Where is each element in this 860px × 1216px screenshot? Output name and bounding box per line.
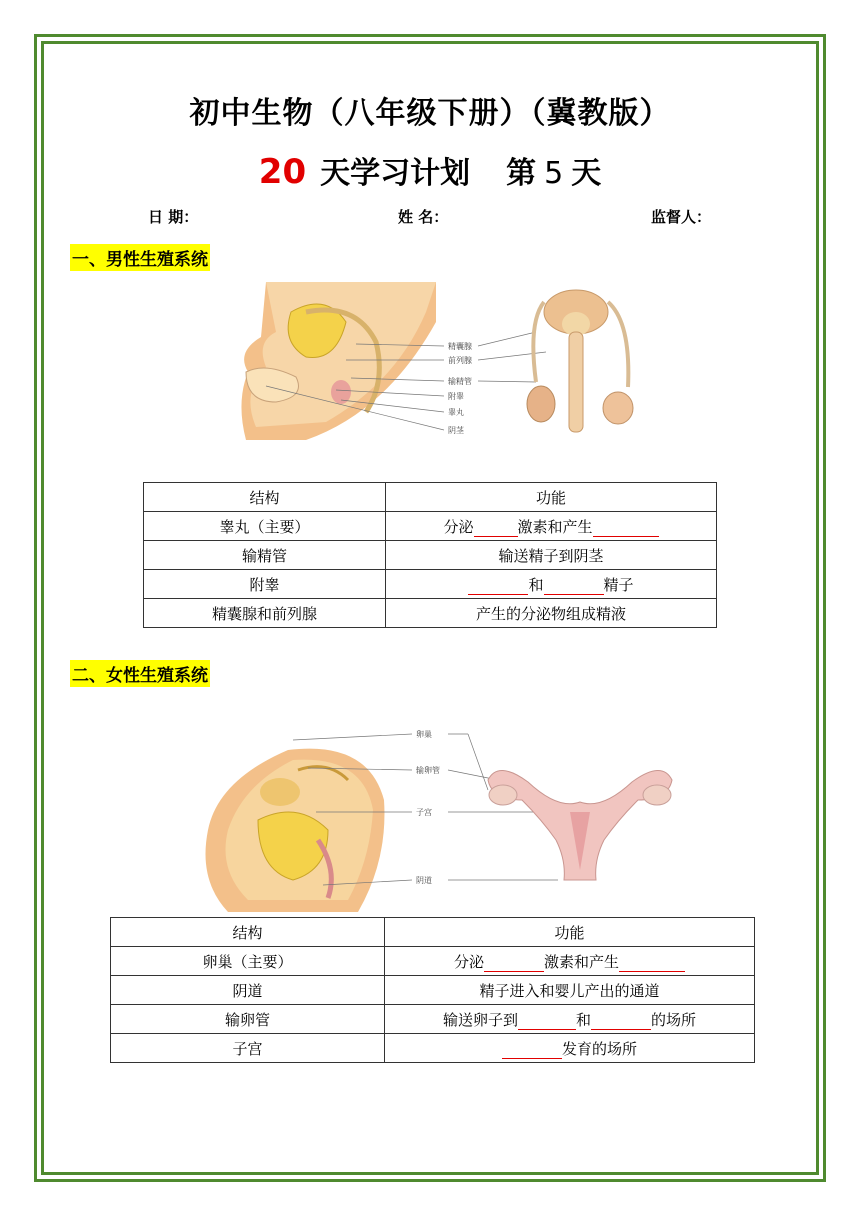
day-suffix: 天 xyxy=(571,156,602,191)
female-reproductive-figure xyxy=(198,720,678,912)
table-row xyxy=(111,1005,755,1034)
plan-text: 天学习计划 xyxy=(320,156,471,191)
fig-label-ovary: 卵巢 xyxy=(416,730,432,739)
function-cell: 和 精子 xyxy=(386,570,717,599)
function-cell: 分泌 激素和产生 xyxy=(385,947,755,976)
function-cell: 分泌 激素和产生 xyxy=(386,512,717,541)
fig-label-testis: 睾丸 xyxy=(448,408,464,417)
fig-label-vas-deferens: 输精管 xyxy=(448,377,472,386)
female-structure-table xyxy=(110,917,755,1063)
table-row xyxy=(111,1034,755,1063)
fill-blank[interactable] xyxy=(544,578,604,595)
day-number: 5 xyxy=(544,156,564,191)
function-cell: 精子进入和婴儿产出的通道 xyxy=(385,976,755,1005)
male-structure-table xyxy=(143,482,717,628)
fig-label-prostate: 前列腺 xyxy=(448,356,472,365)
fig-label-vagina: 阴道 xyxy=(416,876,432,885)
fill-blank[interactable] xyxy=(591,1013,651,1030)
fill-blank[interactable] xyxy=(474,520,518,537)
structure-cell: 输卵管 xyxy=(111,1005,385,1034)
structure-cell: 卵巢（主要） xyxy=(111,947,385,976)
date-label: 日 期： xyxy=(148,208,199,226)
structure-cell: 阴道 xyxy=(111,976,385,1005)
fig-label-uterus: 子宫 xyxy=(416,808,432,817)
function-cell: 发育的场所 xyxy=(385,1034,755,1063)
supervisor-label: 监督人： xyxy=(651,208,712,226)
plan-number: 20 xyxy=(258,152,307,192)
male-reproductive-figure xyxy=(236,282,656,442)
day-prefix: 第 xyxy=(506,156,537,191)
section-heading-female: 二、女性生殖系统 xyxy=(70,660,210,687)
header-structure: 结构 xyxy=(144,483,386,512)
fig-label-seminal-vesicle: 精囊腺 xyxy=(448,342,472,351)
fill-blank[interactable] xyxy=(593,520,659,537)
table-row xyxy=(144,570,717,599)
fig-label-epididymis: 附睾 xyxy=(448,392,464,401)
structure-cell: 子宫 xyxy=(111,1034,385,1063)
page-subtitle xyxy=(0,148,860,192)
header-function: 功能 xyxy=(385,918,755,947)
table-header-row xyxy=(111,918,755,947)
table-row xyxy=(144,541,717,570)
table-row xyxy=(144,599,717,628)
table-row xyxy=(111,976,755,1005)
header-function: 功能 xyxy=(386,483,717,512)
fig-label-oviduct: 输卵管 xyxy=(416,766,440,775)
function-cell: 输送精子到阴茎 xyxy=(386,541,717,570)
structure-cell: 睾丸（主要） xyxy=(144,512,386,541)
structure-cell: 附睾 xyxy=(144,570,386,599)
function-cell: 产生的分泌物组成精液 xyxy=(386,599,717,628)
fill-blank[interactable] xyxy=(484,955,544,972)
name-label: 姓 名： xyxy=(398,208,449,226)
page-title: 初中生物（八年级下册）（冀教版） xyxy=(189,96,671,131)
table-row xyxy=(144,512,717,541)
fill-blank[interactable] xyxy=(518,1013,576,1030)
structure-cell: 精囊腺和前列腺 xyxy=(144,599,386,628)
fig-label-penis: 阴茎 xyxy=(448,426,464,435)
header-structure: 结构 xyxy=(111,918,385,947)
structure-cell: 输精管 xyxy=(144,541,386,570)
section-heading-male: 一、男性生殖系统 xyxy=(70,244,210,271)
table-row xyxy=(111,947,755,976)
fill-blank[interactable] xyxy=(619,955,685,972)
fill-blank[interactable] xyxy=(502,1042,562,1059)
function-cell: 输送卵子到 和 的场所 xyxy=(385,1005,755,1034)
table-header-row xyxy=(144,483,717,512)
fill-blank[interactable] xyxy=(468,578,528,595)
